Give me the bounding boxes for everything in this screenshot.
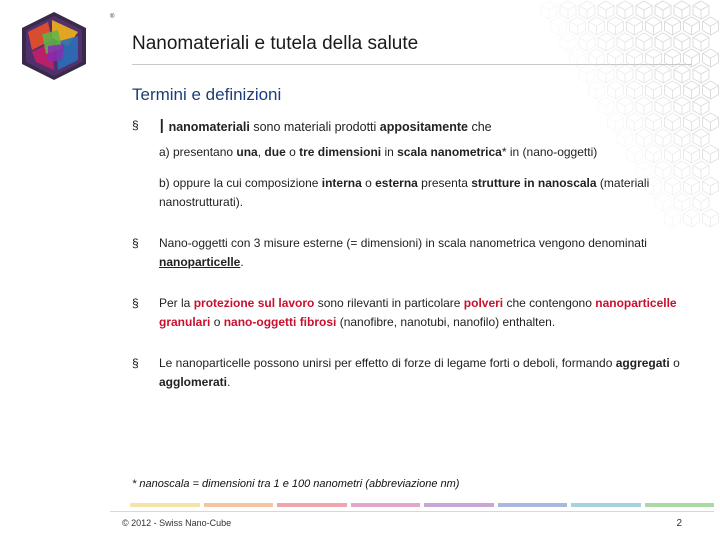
term-due: due [264, 145, 286, 159]
text-segment: o [361, 176, 376, 190]
bullet-marker: § [132, 296, 139, 310]
term-protezione-sul-lavoro: protezione sul lavoro [193, 296, 315, 310]
text-segment: o [669, 356, 680, 370]
term-polveri: polveri [463, 296, 504, 310]
copyright-text: © 2012 - Swiss Nano-Cube [122, 518, 232, 528]
section-heading: Termini e definizioni [132, 85, 282, 104]
text-segment: b) oppure la cui composizione [159, 176, 322, 190]
text-segment: * in (nano-oggetti) [501, 145, 598, 159]
bullet-marker: § [132, 118, 139, 132]
text-segment: o [210, 315, 224, 329]
bullet-marker: § [132, 236, 139, 250]
color-bar-segment [130, 503, 200, 507]
text-segment: sono rilevanti in particolare [314, 296, 464, 310]
bullet-marker: § [132, 356, 139, 370]
bullet-nanoparticelle [132, 234, 692, 272]
text-segment: a) presentano [159, 145, 237, 159]
text-segment: sono materiali prodotti [249, 120, 380, 134]
registered-mark: ® [110, 14, 115, 20]
logo-word-cube: cube [94, 52, 110, 59]
text-segment: . [227, 375, 231, 389]
term-nanoparticelle-granulari: nanoparticelle granulari [159, 296, 677, 329]
term-appositamente: appositamente [379, 120, 468, 134]
text-segment: Le nanoparticelle possono unirsi per effetto di forze di legame forti o deboli, formando [159, 356, 616, 370]
color-bar-segment [351, 503, 421, 507]
term-tre-dimensioni: tre dimensioni [299, 145, 382, 159]
term-interna: interna [321, 176, 362, 190]
sub-point-a [132, 143, 692, 162]
logo-word-nano: nano [94, 45, 110, 52]
text-segment: presenta [417, 176, 472, 190]
slide-content [132, 116, 692, 392]
term-strutture-in-nanoscala: strutture in nanoscala [471, 176, 597, 190]
term-esterna: esterna [375, 176, 418, 190]
sub-point-b [132, 174, 692, 212]
term-una: una [236, 145, 258, 159]
text-segment: Per la [159, 296, 194, 310]
swiss-nano-cube-logo [18, 10, 114, 82]
color-bar-segment [571, 503, 641, 507]
title-divider [132, 64, 692, 65]
text-segment: in [381, 145, 398, 159]
bullet-definition [132, 116, 692, 137]
bullet-aggregati [132, 354, 692, 392]
term-nanoparticelle: nanoparticelle [159, 255, 241, 269]
term-agglomerati: agglomerati [159, 375, 228, 389]
page-number: 2 [676, 518, 682, 529]
text-segment: Nano-oggetti con 3 misure esterne (= dimensioni) in scala nanometrica vengono denominati [159, 236, 647, 250]
bullet-lead-letter: I [159, 116, 165, 138]
term-nanomateriali: nanomateriali [168, 120, 250, 134]
text-segment: . [240, 255, 244, 269]
logo-wordmark [94, 38, 113, 59]
term-nano-oggetti-fibrosi: nano-oggetti fibrosi [223, 315, 337, 329]
footer-divider [110, 511, 714, 512]
color-bar-segment [424, 503, 494, 507]
logo-word-swiss: swiss [94, 38, 114, 45]
text-segment: , [257, 145, 265, 159]
bullet-protezione [132, 294, 692, 332]
footnote: * nanoscala = dimensioni tra 1 e 100 nanometri (abbreviazione nm) [132, 478, 460, 490]
color-bar-segment [498, 503, 568, 507]
page-title: Nanomateriali e tutela della salute [132, 33, 419, 54]
color-bar-segment [204, 503, 274, 507]
footer-color-bar [130, 503, 714, 507]
term-scala-nanometrica: scala nanometrica [397, 145, 502, 159]
text-segment: o [285, 145, 300, 159]
text-segment: che contengono [503, 296, 596, 310]
text-segment: che [468, 120, 492, 134]
color-bar-segment [645, 503, 715, 507]
color-bar-segment [277, 503, 347, 507]
text-segment: (nanofibre, nanotubi, nanofilo) enthalten. [336, 315, 556, 329]
term-aggregati: aggregati [615, 356, 670, 370]
text-segment: (materiali nanostrutturati). [159, 176, 650, 209]
